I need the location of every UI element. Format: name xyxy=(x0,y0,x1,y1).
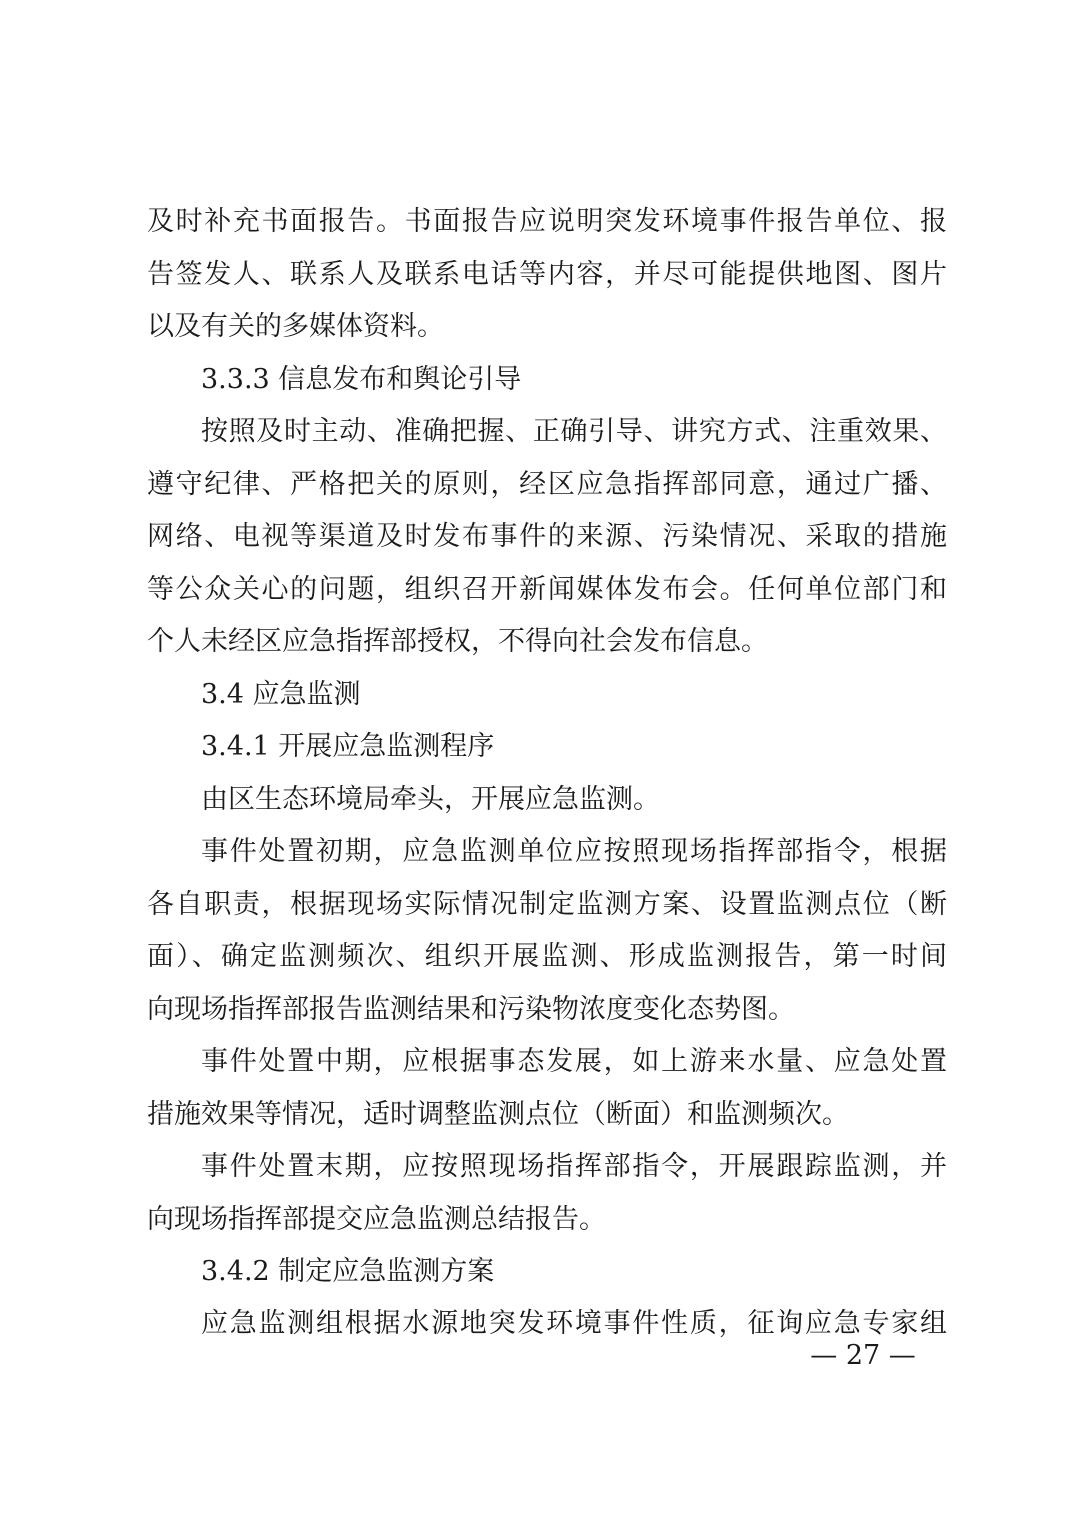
text-line-2: 告签发人、联系人及联系电话等内容，并尽可能提供地图、图片 xyxy=(147,259,947,290)
text-line-1: 及时补充书面报告。书面报告应说明突发环境事件报告单位、报 xyxy=(147,206,947,237)
text-line-22: 应急监测组根据水源地突发环境事件性质，征询应急专家组 xyxy=(201,1308,947,1339)
page-number: — 27 — xyxy=(810,1340,916,1371)
text-line-20: 向现场指挥部提交应急监测总结报告。 xyxy=(147,1204,606,1235)
section-heading-3-3-3: 3.3.3 信息发布和舆论引导 xyxy=(201,364,522,395)
text-line-5: 按照及时主动、准确把握、正确引导、讲究方式、注重效果、 xyxy=(201,416,947,447)
text-line-13: 事件处置初期，应急监测单位应按照现场指挥部指令，根据 xyxy=(201,836,947,867)
text-line-6: 遵守纪律、严格把关的原则，经区应急指挥部同意，通过广播、 xyxy=(147,469,947,500)
text-line-14: 各自职责，根据现场实际情况制定监测方案、设置监测点位（断 xyxy=(147,889,947,920)
section-heading-3-4: 3.4 应急监测 xyxy=(201,679,361,710)
section-heading-3-4-1: 3.4.1 开展应急监测程序 xyxy=(201,731,495,762)
section-heading-3-4-2: 3.4.2 制定应急监测方案 xyxy=(201,1256,495,1287)
text-line-18: 措施效果等情况，适时调整监测点位（断面）和监测频次。 xyxy=(147,1099,849,1130)
text-line-12: 由区生态环境局牵头，开展应急监测。 xyxy=(201,784,660,815)
text-line-16: 向现场指挥部报告监测结果和污染物浓度变化态势图。 xyxy=(147,994,795,1025)
text-line-7: 网络、电视等渠道及时发布事件的来源、污染情况、采取的措施 xyxy=(147,521,947,552)
text-line-15: 面）、确定监测频次、组织开展监测、形成监测报告，第一时间 xyxy=(147,941,947,972)
text-line-3: 以及有关的多媒体资料。 xyxy=(147,311,444,342)
text-line-19: 事件处置末期，应按照现场指挥部指令，开展跟踪监测，并 xyxy=(201,1151,947,1182)
text-line-9: 个人未经区应急指挥部授权，不得向社会发布信息。 xyxy=(147,626,768,657)
text-line-17: 事件处置中期，应根据事态发展，如上游来水量、应急处置 xyxy=(201,1046,947,1077)
text-line-8: 等公众关心的问题，组织召开新闻媒体发布会。任何单位部门和 xyxy=(147,574,947,605)
